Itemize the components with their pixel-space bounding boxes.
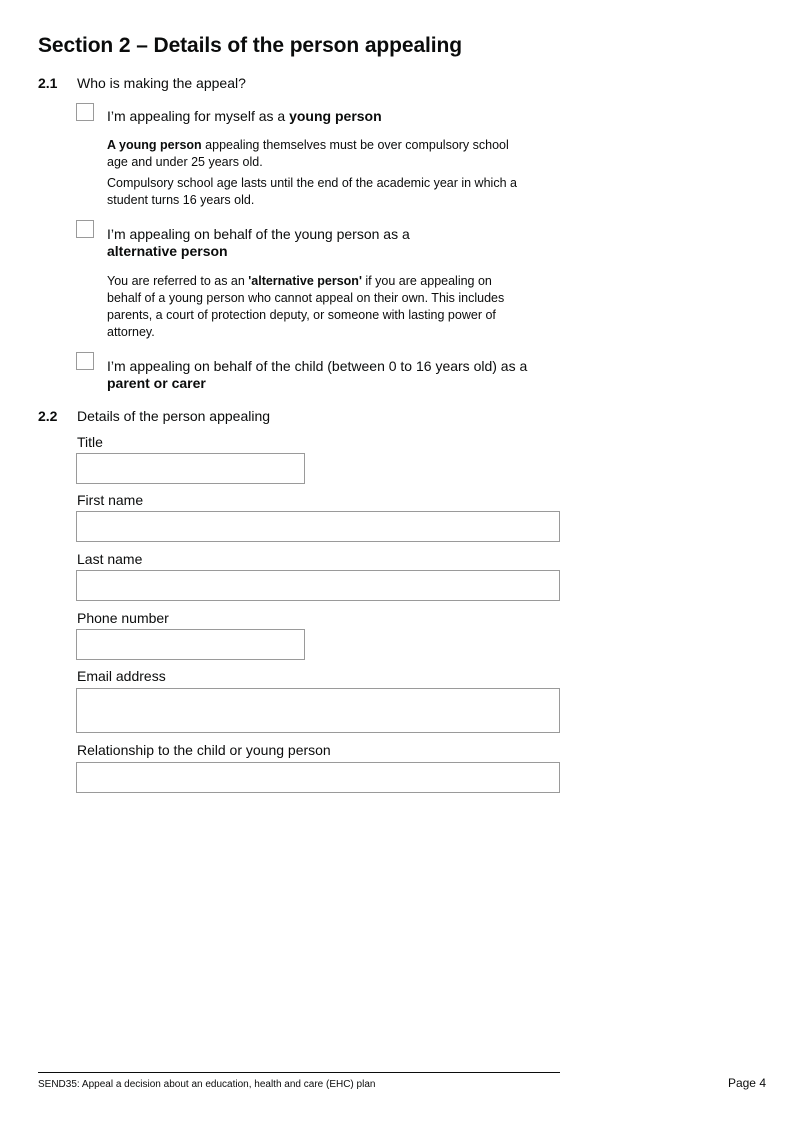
question-text-2-2: Details of the person appealing (77, 408, 271, 424)
relationship-input[interactable] (76, 762, 560, 793)
young-person-note-1-text: appealing themselves must be over compulsory school age and under 25 years old. (107, 138, 509, 169)
title-label: Title (77, 434, 103, 450)
footer-form-title: SEND35: Appeal a decision about an education, health and care (EHC) plan (38, 1079, 376, 1090)
alternative-person-label-bold: alternative person (107, 243, 228, 259)
alternative-person-label-text: I’m appealing on behalf of the young person as a (107, 226, 410, 242)
last-name-input[interactable] (76, 570, 560, 601)
title-input[interactable] (76, 453, 305, 484)
first-name-label: First name (77, 492, 144, 508)
question-number-2-1: 2.1 (38, 75, 58, 91)
relationship-label: Relationship to the child or young person (77, 742, 331, 758)
young-person-note-2 (107, 175, 527, 209)
phone-number-label: Phone number (77, 610, 169, 626)
footer-divider (38, 1072, 560, 1073)
page-number: Page 4 (727, 1076, 766, 1090)
alternative-person-note (107, 273, 527, 341)
page-title: Section 2 – Details of the person appealing (38, 34, 462, 57)
alternative-person-checkbox[interactable] (76, 220, 94, 238)
young-person-note-1 (107, 137, 527, 171)
alternative-person-note-bold: 'alternative person' (248, 274, 362, 288)
alternative-person-option-label (107, 226, 437, 260)
young-person-label-bold: young person (289, 108, 382, 124)
last-name-label: Last name (77, 551, 143, 567)
phone-number-input[interactable] (76, 629, 305, 660)
young-person-note-2-text: Compulsory school age lasts until the end of the academic year in which a student turns 16 years old. (107, 176, 517, 207)
parent-carer-label-text: I’m appealing on behalf of the child (between 0 to 16 years old) as a (107, 358, 528, 374)
parent-carer-checkbox[interactable] (76, 352, 94, 370)
young-person-label-text: I’m appealing for myself as a (107, 108, 290, 124)
parent-carer-label-bold: parent or carer (107, 375, 206, 391)
email-address-input[interactable] (76, 688, 560, 733)
question-text-2-1: Who is making the appeal? (77, 75, 246, 91)
parent-carer-option-label (107, 358, 552, 392)
young-person-option-label (107, 108, 557, 125)
email-address-label: Email address (77, 668, 166, 684)
alternative-person-note-pre: You are referred to as an (107, 274, 249, 288)
young-person-checkbox[interactable] (76, 103, 94, 121)
alternative-person-note-text: if you are appealing on behalf of a young person who cannot appeal on their own. This includes parents, a court of protection deputy, or someone with lasting power of attorney. (107, 274, 505, 339)
question-number-2-2: 2.2 (38, 408, 58, 424)
first-name-input[interactable] (76, 511, 560, 542)
young-person-note-1-bold: A young person (107, 138, 202, 152)
